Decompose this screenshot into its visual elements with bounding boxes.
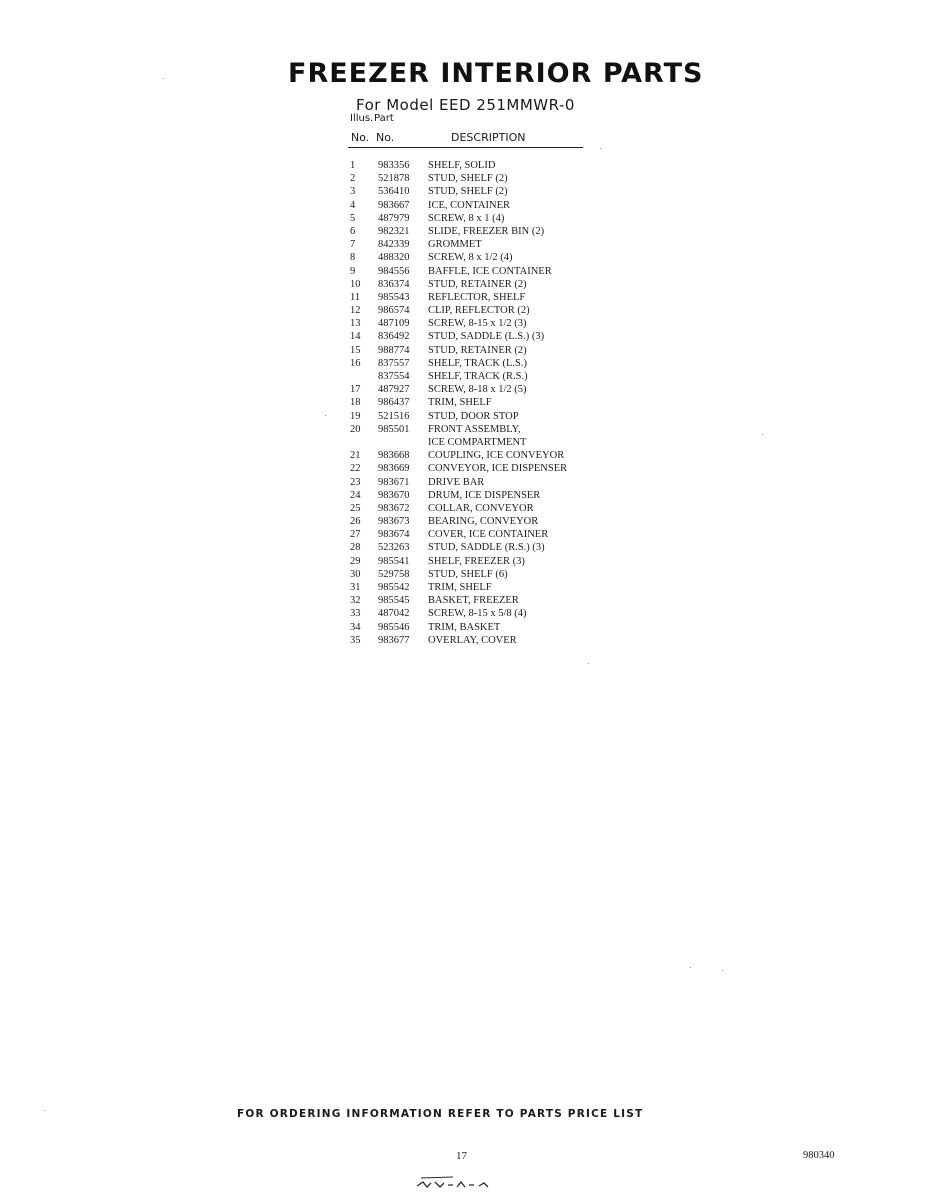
header-description: DESCRIPTION [451, 131, 526, 144]
part-description: SHELF, SOLID [428, 160, 496, 171]
illus-number: 4 [350, 199, 356, 211]
part-description: GROMMET [428, 239, 482, 251]
parts-row [348, 634, 608, 647]
part-number [378, 436, 428, 449]
illus-number: 8 [350, 252, 356, 264]
part-number: 487042 [378, 608, 410, 620]
part-number: 983672 [378, 502, 410, 514]
parts-row [348, 594, 608, 607]
illus-number: 17 [350, 384, 361, 396]
illus-number: 1 [350, 160, 356, 171]
parts-row [348, 291, 608, 304]
part-description: SHELF, TRACK (R.S.) [428, 371, 528, 382]
page-title: FREEZER INTERIOR PARTS [288, 58, 704, 89]
header-part: Part [374, 113, 394, 124]
part-description: BAFFLE, ICE CONTAINER [428, 265, 552, 277]
part-description: SCREW, 8-15 x 1/2 (3) [428, 318, 527, 330]
illus-number: 31 [350, 582, 361, 593]
part-number: 487979 [378, 212, 410, 224]
part-description: SCREW, 8-18 x 1/2 (5) [428, 384, 527, 396]
scan-speck [325, 415, 326, 416]
part-description: SCREW, 8 x 1/2 (4) [428, 252, 513, 264]
part-number: 521878 [378, 173, 410, 185]
part-description: FRONT ASSEMBLY, [428, 423, 521, 435]
parts-row [348, 555, 608, 568]
illus-number: 23 [350, 476, 361, 488]
parts-row [348, 278, 608, 291]
part-description: COUPLING, ICE CONVEYOR [428, 450, 565, 462]
parts-row [348, 199, 608, 212]
illus-number: 30 [350, 568, 361, 580]
part-description: BASKET, FREEZER [428, 595, 519, 607]
part-description: STUD, SADDLE (R.S.) (3) [428, 542, 545, 554]
part-description: SCREW, 8 x 1 (4) [428, 212, 505, 224]
parts-row [348, 502, 608, 515]
part-description: CLIP, REFLECTOR (2) [428, 305, 530, 317]
parts-row [348, 370, 608, 383]
illus-number: 9 [350, 265, 356, 277]
part-number: 523263 [378, 542, 410, 554]
scan-speck [690, 967, 691, 968]
illus-number: 26 [350, 516, 361, 528]
parts-row [348, 317, 608, 330]
part-number: 837557 [378, 357, 410, 369]
part-number: 837554 [378, 371, 410, 382]
parts-row [348, 304, 608, 317]
part-description: ICE COMPARTMENT [428, 436, 527, 448]
part-number: 985501 [378, 423, 410, 435]
part-description: STUD, RETAINER (2) [428, 278, 527, 290]
part-description: STUD, SADDLE (L.S.) (3) [428, 331, 545, 343]
illus-number: 35 [350, 634, 361, 646]
part-number: 983669 [378, 463, 410, 475]
handwritten-stamp [413, 1174, 513, 1194]
part-description: STUD, SHELF (6) [428, 568, 508, 580]
parts-row [348, 383, 608, 396]
illus-number: 12 [350, 305, 361, 317]
parts-row [348, 515, 608, 528]
document-code: 980340 [803, 1150, 835, 1161]
part-number: 487109 [378, 318, 410, 330]
illus-number: 3 [350, 186, 356, 198]
illus-number: 25 [350, 502, 361, 514]
illus-number: 24 [350, 489, 361, 501]
part-number: 985541 [378, 555, 410, 567]
parts-row [348, 568, 608, 581]
part-description: SHELF, FREEZER (3) [428, 555, 525, 567]
illus-number: 10 [350, 278, 361, 290]
part-number: 983668 [378, 450, 410, 462]
part-number: 521516 [378, 410, 410, 422]
parts-row [348, 251, 608, 264]
illus-number: 14 [350, 331, 361, 343]
parts-row [348, 265, 608, 278]
model-subtitle: For Model EED 251MMWR-0 [356, 96, 575, 114]
part-description: DRUM, ICE DISPENSER [428, 489, 541, 501]
illus-number: 2 [350, 173, 356, 185]
part-description: CONVEYOR, ICE DISPENSER [428, 463, 568, 475]
part-description: TRIM, BASKET [428, 621, 501, 633]
illus-number: 5 [350, 212, 356, 224]
parts-row [348, 528, 608, 541]
part-number: 836374 [378, 278, 410, 290]
part-description: REFLECTOR, SHELF [428, 291, 526, 303]
part-number: 984556 [378, 265, 410, 277]
header-illus-no: No. [351, 131, 370, 144]
parts-row [348, 462, 608, 475]
parts-row [348, 344, 608, 357]
illus-number: 13 [350, 318, 361, 330]
parts-row [348, 172, 608, 185]
part-number: 986574 [378, 305, 410, 317]
part-description: ICE, CONTAINER [428, 199, 510, 211]
header-rule [348, 147, 583, 148]
part-number: 488320 [378, 252, 410, 264]
part-description: BEARING, CONVEYOR [428, 516, 539, 528]
header-part-no: No. [376, 131, 395, 144]
parts-row [348, 436, 608, 449]
part-number: 836492 [378, 331, 410, 343]
part-description: SHELF, TRACK (L.S.) [428, 357, 528, 369]
illus-number: 34 [350, 621, 361, 633]
part-description: OVERLAY, COVER [428, 634, 517, 646]
illus-number: 21 [350, 450, 361, 462]
part-number: 983667 [378, 199, 410, 211]
illus-number: 16 [350, 357, 361, 369]
parts-row [348, 621, 608, 634]
part-description: SCREW, 8-15 x 5/8 (4) [428, 608, 527, 620]
part-number: 842339 [378, 239, 410, 251]
illus-number: 19 [350, 410, 361, 422]
illus-number: 32 [350, 595, 361, 607]
parts-row [348, 581, 608, 594]
parts-row [348, 225, 608, 238]
part-number: 985542 [378, 582, 410, 593]
illus-number: 11 [350, 291, 361, 303]
parts-row [348, 238, 608, 251]
illus-number: 33 [350, 608, 361, 620]
parts-row [348, 541, 608, 554]
illus-number [348, 370, 378, 383]
page-number: 17 [456, 1150, 467, 1162]
scan-speck [600, 148, 601, 149]
illus-number: 28 [350, 542, 361, 554]
part-number: 985545 [378, 595, 410, 607]
part-description: STUD, SHELF (2) [428, 173, 508, 185]
part-number: 529758 [378, 568, 410, 580]
part-description: TRIM, SHELF [428, 397, 492, 409]
parts-row [348, 396, 608, 409]
part-number: 487927 [378, 384, 410, 396]
parts-row [348, 476, 608, 489]
part-number: 988774 [378, 344, 410, 356]
illus-number [348, 436, 378, 449]
illus-number: 15 [350, 344, 361, 356]
part-number: 986437 [378, 397, 410, 409]
illus-number: 29 [350, 555, 361, 567]
parts-row [348, 330, 608, 343]
parts-row [348, 185, 608, 198]
parts-row [348, 357, 608, 370]
part-number: 536410 [378, 186, 410, 198]
part-description: STUD, RETAINER (2) [428, 344, 527, 356]
parts-row [348, 410, 608, 423]
parts-row [348, 607, 608, 620]
part-description: STUD, SHELF (2) [428, 186, 508, 198]
part-number: 983670 [378, 489, 410, 501]
illus-number: 20 [350, 423, 361, 435]
scan-speck [44, 1110, 45, 1111]
parts-row [348, 159, 608, 172]
part-description: COVER, ICE CONTAINER [428, 529, 549, 541]
illus-number: 18 [350, 397, 361, 409]
part-number: 983356 [378, 160, 410, 171]
part-description: TRIM, SHELF [428, 582, 492, 593]
parts-list [348, 159, 608, 647]
part-number: 985543 [378, 291, 410, 303]
part-description: DRIVE BAR [428, 476, 485, 488]
part-description: STUD, DOOR STOP [428, 410, 519, 422]
illus-number: 27 [350, 529, 361, 541]
illus-number: 22 [350, 463, 361, 475]
illus-number: 6 [350, 225, 356, 237]
part-number: 983671 [378, 476, 410, 488]
part-description: SLIDE, FREEZER BIN (2) [428, 225, 545, 237]
scan-speck [762, 434, 763, 435]
header-illus: Illus. [350, 113, 374, 124]
part-description: COLLAR, CONVEYOR [428, 502, 534, 514]
illus-number: 7 [350, 239, 356, 251]
part-number: 982321 [378, 225, 410, 237]
parts-row [348, 423, 608, 436]
part-number: 983677 [378, 634, 410, 646]
scan-speck [722, 970, 723, 971]
ordering-footer: FOR ORDERING INFORMATION REFER TO PARTS PRICE LIST [237, 1108, 644, 1120]
parts-row [348, 212, 608, 225]
part-number: 983673 [378, 516, 410, 528]
part-number: 985546 [378, 621, 410, 633]
scan-speck [588, 663, 589, 664]
part-number: 983674 [378, 529, 410, 541]
scan-speck [163, 78, 164, 79]
parts-row [348, 489, 608, 502]
parts-row [348, 449, 608, 462]
